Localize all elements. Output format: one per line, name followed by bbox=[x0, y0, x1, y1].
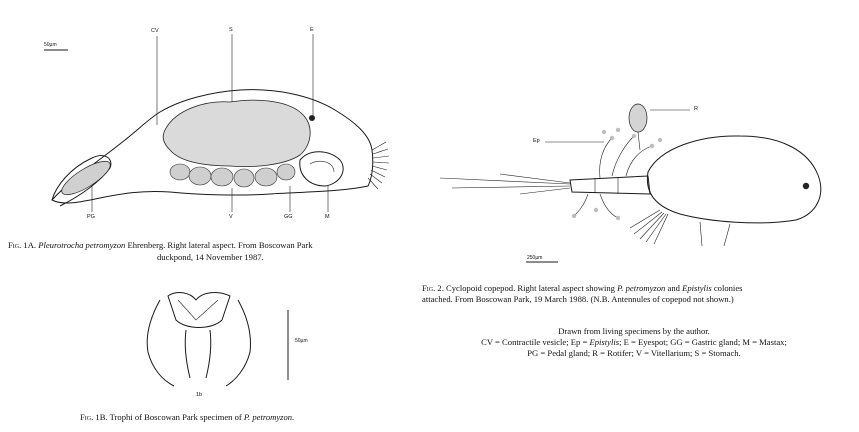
fig1b-sublabel: 1b bbox=[196, 392, 203, 398]
fig1a-label-s: S bbox=[229, 27, 233, 33]
fig2-scale: 250µm bbox=[527, 255, 543, 261]
fig1a-label-m: M bbox=[325, 214, 330, 220]
legend bbox=[414, 326, 854, 359]
fig1a-label-e: E bbox=[310, 27, 314, 33]
fig1a-label-gg: GG bbox=[284, 214, 293, 220]
fig1a-label-v: V bbox=[229, 214, 233, 220]
fig1a-caption-line2: duckpond, 14 November 1987. bbox=[157, 252, 264, 262]
fig2-label-ep: Ep bbox=[533, 138, 540, 144]
legend-line2: CV = Contractile vesicle; Ep = Epistylis; E = Eyespot; GG = Gastric gland; M = Mastax; bbox=[481, 337, 787, 347]
fig1a-label-cv: CV bbox=[151, 28, 159, 34]
fig1a-caption: Fig. 1A. Pleurotrocha petromyzon Ehrenberg. Right lateral aspect. From Boscowan Park bbox=[8, 240, 313, 250]
fig1b-scale: 50µm bbox=[295, 338, 308, 344]
fig2-label-r: R bbox=[694, 106, 698, 112]
fig1b-caption: Fig. 1B. Trophi of Boscowan Park specimen of P. petromyzon. bbox=[80, 412, 295, 422]
fig1a-label-pg: PG bbox=[87, 214, 95, 220]
fig2-caption: Fig. 2. Cyclopoid copepod. Right lateral aspect showing P. petromyzon and Epistylis colonies bbox=[422, 283, 743, 293]
fig2-caption-line2: attached. From Boscowan Park, 19 March 1988. (N.B. Antennules of copepod not shown.) bbox=[422, 294, 734, 304]
legend-line3: PG = Pedal gland; R = Rotifer; V = Vitellarium; S = Stomach. bbox=[527, 348, 741, 358]
legend-line1: Drawn from living specimens by the author. bbox=[558, 326, 710, 336]
fig1a-scale: 50µm bbox=[44, 42, 57, 48]
